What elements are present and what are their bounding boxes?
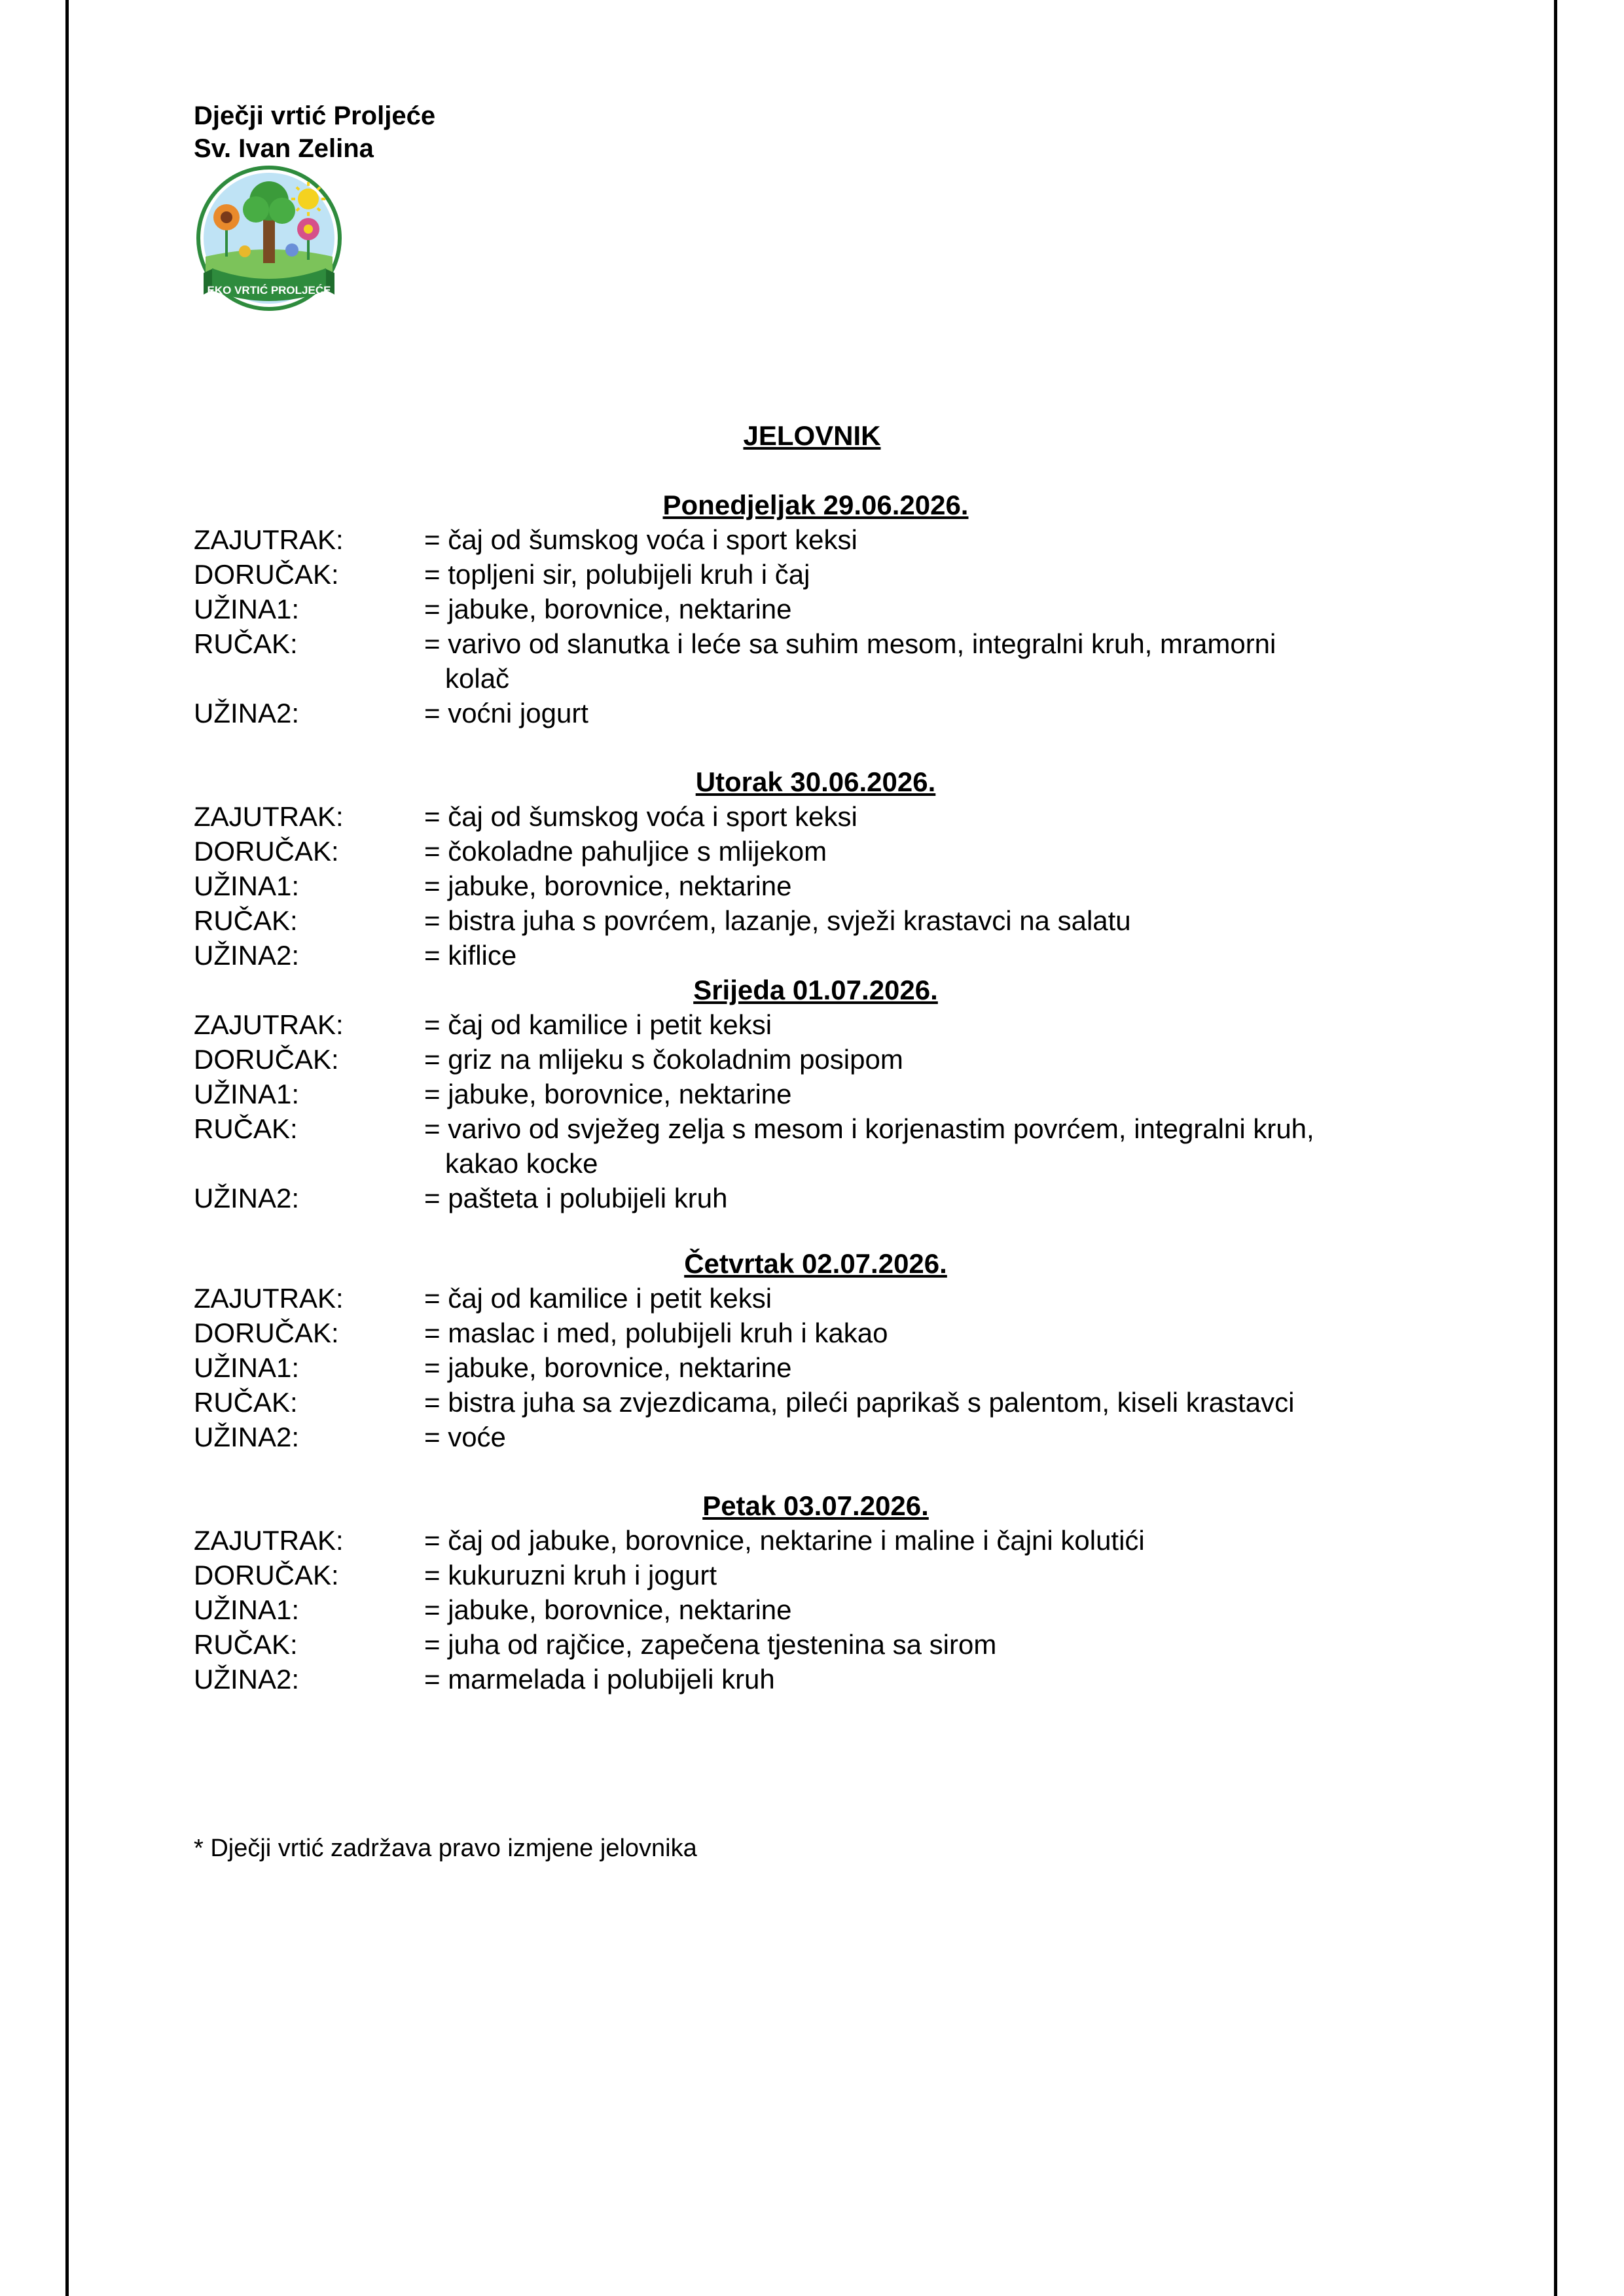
meal-value: = varivo od svježeg zelja s mesom i korjenastim povrćem, integralni kruh, — [424, 1113, 1314, 1144]
meal-value-continuation: kolač — [445, 663, 510, 694]
org-location: Sv. Ivan Zelina — [194, 134, 374, 163]
meal-label: DORUČAK: — [194, 1318, 339, 1348]
meal-label: UŽINA2: — [194, 1664, 300, 1695]
day-title: Srijeda 01.07.2026. — [693, 975, 938, 1005]
meal-value: = griz na mlijeku s čokoladnim posipom — [424, 1044, 903, 1075]
org-name: Dječji vrtić Proljeće — [194, 101, 436, 130]
meal-value: = varivo od slanutka i leće sa suhim mesom, integralni kruh, mramorni — [424, 628, 1276, 659]
footnote: * Dječji vrtić zadržava pravo izmjene jelovnika — [194, 1835, 697, 1862]
meal-label: RUČAK: — [194, 905, 298, 936]
page-border-right — [1554, 0, 1557, 2296]
meal-value: = čaj od kamilice i petit keksi — [424, 1283, 772, 1314]
meal-value: = čokoladne pahuljice s mlijekom — [424, 836, 827, 867]
meal-label: UŽINA1: — [194, 594, 300, 624]
meal-label: DORUČAK: — [194, 1044, 339, 1075]
meal-value: = jabuke, borovnice, nektarine — [424, 1594, 792, 1625]
meal-label: DORUČAK: — [194, 1560, 339, 1590]
meal-value: = čaj od šumskog voća i sport keksi — [424, 524, 857, 555]
meal-value: = jabuke, borovnice, nektarine — [424, 870, 792, 901]
meal-value-continuation: kakao kocke — [445, 1148, 598, 1179]
meal-label: ZAJUTRAK: — [194, 1009, 344, 1040]
meal-label: UŽINA2: — [194, 940, 300, 971]
svg-text:EKO VRTIĆ PROLJEĆE: EKO VRTIĆ PROLJEĆE — [207, 284, 331, 296]
meal-label: ZAJUTRAK: — [194, 1283, 344, 1314]
meal-value: = marmelada i polubijeli kruh — [424, 1664, 775, 1695]
meal-value: = bistra juha sa zvjezdicama, pileći paprikaš s palentom, kiseli krastavci — [424, 1387, 1295, 1418]
meal-label: RUČAK: — [194, 628, 298, 659]
meal-value: = jabuke, borovnice, nektarine — [424, 594, 792, 624]
meal-label: UŽINA2: — [194, 1422, 300, 1452]
meal-value: = čaj od kamilice i petit keksi — [424, 1009, 772, 1040]
meal-label: UŽINA2: — [194, 1183, 300, 1213]
meal-value: = čaj od šumskog voća i sport keksi — [424, 801, 857, 832]
meal-label: RUČAK: — [194, 1387, 298, 1418]
day-title: Petak 03.07.2026. — [702, 1490, 929, 1521]
day-title: Ponedjeljak 29.06.2026. — [662, 490, 969, 520]
meal-value: = voće — [424, 1422, 506, 1452]
meal-value: = maslac i med, polubijeli kruh i kakao — [424, 1318, 888, 1348]
meal-label: DORUČAK: — [194, 836, 339, 867]
meal-label: RUČAK: — [194, 1113, 298, 1144]
meal-label: ZAJUTRAK: — [194, 1525, 344, 1556]
meal-value: = bistra juha s povrćem, lazanje, svježi krastavci na salatu — [424, 905, 1131, 936]
meal-label: RUČAK: — [194, 1629, 298, 1660]
meal-label: UŽINA1: — [194, 1352, 300, 1383]
meal-value: = čaj od jabuke, borovnice, nektarine i maline i čajni kolutići — [424, 1525, 1145, 1556]
meal-label: UŽINA1: — [194, 1594, 300, 1625]
meal-value: = kiflice — [424, 940, 517, 971]
meal-value: = jabuke, borovnice, nektarine — [424, 1079, 792, 1109]
meal-value: = jabuke, borovnice, nektarine — [424, 1352, 792, 1383]
meal-label: ZAJUTRAK: — [194, 524, 344, 555]
meal-label: DORUČAK: — [194, 559, 339, 590]
meal-label: UŽINA1: — [194, 870, 300, 901]
meal-value: = kukuruzni kruh i jogurt — [424, 1560, 717, 1590]
day-title: Utorak 30.06.2026. — [695, 766, 936, 797]
meal-label: UŽINA2: — [194, 698, 300, 728]
menu-title: JELOVNIK — [743, 420, 881, 451]
meal-value: = juha od rajčice, zapečena tjestenina sa sirom — [424, 1629, 997, 1660]
page-border-left — [65, 0, 69, 2296]
day-title: Četvrtak 02.07.2026. — [684, 1248, 947, 1279]
kindergarten-logo — [194, 165, 344, 315]
meal-value: = topljeni sir, polubijeli kruh i čaj — [424, 559, 810, 590]
document-header — [194, 99, 435, 165]
meal-value: = voćni jogurt — [424, 698, 588, 728]
meal-label: ZAJUTRAK: — [194, 801, 344, 832]
meal-label: UŽINA1: — [194, 1079, 300, 1109]
meal-value: = pašteta i polubijeli kruh — [424, 1183, 728, 1213]
